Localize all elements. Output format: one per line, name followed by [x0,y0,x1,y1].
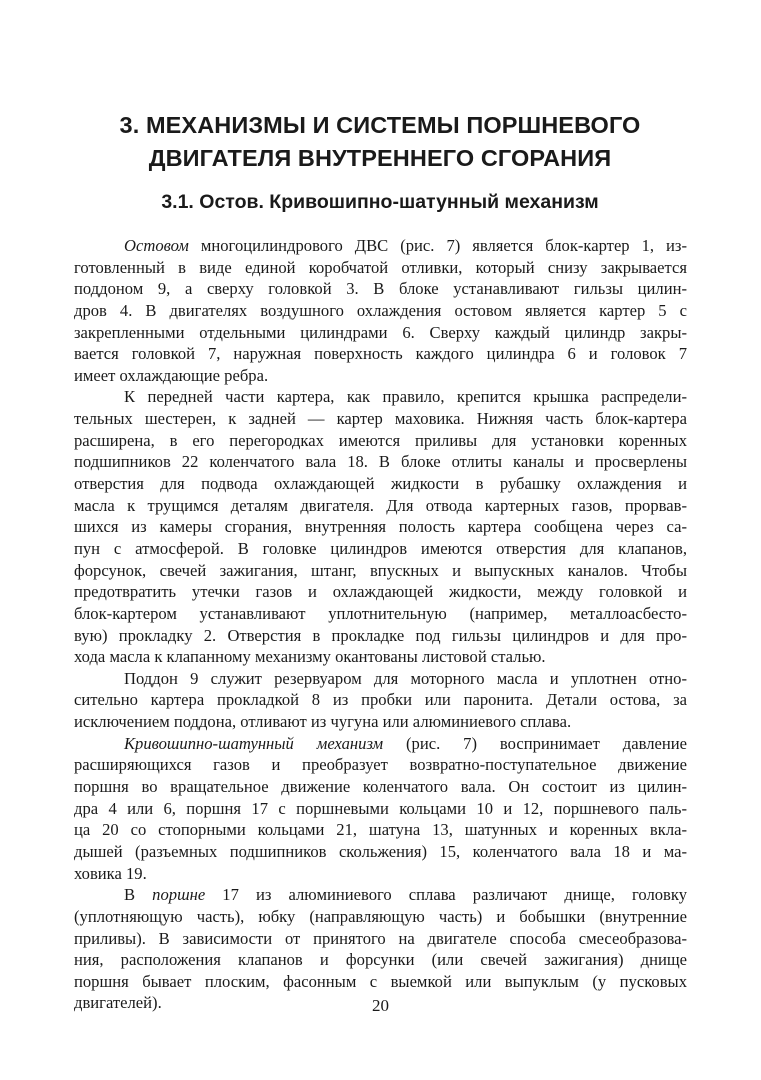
line-text: поршня бывает плоским, фасонным с выемкой или выпуклым (у пусковых [74,971,687,991]
text-line [74,841,687,863]
emphasized-term: Кривошипно-шатунный механизм [124,733,384,753]
line-text: пун с атмосферой. В головке цилиндров имеются отверстия для клапанов, [74,538,687,558]
line-text: закрепленными отдельными цилиндрами 6. Сверху каждый цилиндр закры- [74,322,687,342]
line-text: ния, расположения клапанов и форсунки (или свечей зажигания) днище [74,950,687,970]
text-line [74,646,687,668]
chapter-title-line-1: 3. МЕХАНИЗМЫ И СИСТЕМЫ ПОРШНЕВОГО [119,112,641,138]
line-text: Поддон 9 служит резервуаром для моторного масла и уплотнен отно- [124,668,687,688]
line-text: ховика 19. [74,863,147,883]
text-line [74,386,687,408]
line-text: предотвратить утечки газов и охлаждающей жидкости, между головкой и [74,582,687,602]
text-line [74,408,687,430]
text-line [74,516,687,538]
line-text: вую) прокладку 2. Отверстия в прокладке под гильзы цилиндров и для про- [74,625,687,645]
line-text: блок-картером устанавливают уплотнительную (например, металлоасбесто- [74,603,687,623]
line-text: (рис. 7) воспринимает давление [383,733,687,753]
line-text: шихся из камеры сгорания, внутренняя полость картера сообщена через са- [74,517,687,537]
text-line [74,538,687,560]
text-line [74,430,687,452]
text-line [74,451,687,473]
text-line [74,906,687,928]
text-line [74,322,687,344]
emphasized-term: поршне [152,885,206,905]
text-line [74,776,687,798]
text-line [74,971,687,993]
paragraph [74,668,687,733]
text-line [74,928,687,950]
line-text: поршня во вращательное движение коленчатого вала. Он состоит из цилин- [74,777,687,797]
line-text: (уплотняющую часть), юбку (направляющую часть) и бобышки (внутренние [74,906,687,926]
text-line [74,560,687,582]
text-line [74,754,687,776]
line-text: исключением поддона, отливают из чугуна или алюминиевого сплава. [74,712,572,732]
line-text: тельных шестерен, к задней — картер маховика. Нижняя часть блок-картера [74,409,687,429]
line-text: ца 20 со стопорными кольцами 21, шатуна 13, шатунных и коренных вкла- [74,820,687,840]
body-text [74,235,687,1014]
line-text: расширяющихся газов и преобразует возвратно-поступательное движение [74,755,687,775]
line-text: 17 из алюминиевого сплава различают днище, головку [205,885,687,905]
line-text: отверстия для подвода охлаждающей жидкости в рубашку охлаждения и [74,474,687,494]
chapter-title-line-2: ДВИГАТЕЛЯ ВНУТРЕННЕГО СГОРАНИЯ [148,145,612,171]
text-line [74,949,687,971]
text-line [74,798,687,820]
line-text: форсунок, свечей зажигания, штанг, впускных и выпускных каналов. Чтобы [74,560,687,580]
paragraph [74,386,687,667]
text-line [74,300,687,322]
line-text: сительно картера прокладкой 8 из пробки или паронита. Детали остова, за [74,690,687,710]
text-line [74,819,687,841]
line-text: масла к трущимся деталям двигателя. Для отвода картерных газов, прорвав- [74,495,687,515]
line-text: дышей (разъемных подшипников скольжения) 15, коленчатого вала 18 и ма- [74,841,687,861]
line-text: имеет охлаждающие ребра. [74,365,269,385]
text-line [74,581,687,603]
line-prefix: В [124,885,153,905]
page-number: 20 [372,996,389,1015]
line-text: расширена, в его перегородках имеются приливы для установки коренных [74,430,687,450]
text-line [74,473,687,495]
paragraph [74,884,687,1014]
text-line [74,711,687,733]
line-text: двигателей). [74,993,162,1013]
text-line [74,863,687,885]
line-text: поддоном 9, а сверху головкой 3. В блоке устанавливают гильзы цилин- [74,279,687,299]
text-line [74,603,687,625]
text-line [74,625,687,647]
text-line [74,278,687,300]
line-text: хода масла к клапанному механизму окантованы листовой сталью. [74,647,546,667]
line-text: готовленный в виде единой коробчатой отливки, который снизу закрывается [74,257,687,277]
text-line [74,257,687,279]
text-line [74,365,687,387]
text-line [74,343,687,365]
line-text: К передней части картера, как правило, крепится крышка распредели- [124,387,687,407]
text-line [74,668,687,690]
section-title: 3.1. Остов. Кривошипно-шатунный механизм [161,191,599,213]
line-text: подшипников 22 коленчатого вала 18. В блоке отлиты каналы и просверлены [74,452,687,472]
paragraph [74,733,687,884]
text-line [74,495,687,517]
paragraph [74,235,687,386]
text-line [74,689,687,711]
line-text: дра 4 или 6, поршня 17 с поршневыми кольцами 10 и 12, поршневого паль- [74,798,687,818]
text-line [74,235,687,257]
chapter-title [70,109,690,175]
line-text: вается головкой 7, наружная поверхность каждого цилиндра 6 и головок 7 [74,344,687,364]
line-text: приливы). В зависимости от принятого на двигателе способа смесеобразова- [74,928,687,948]
emphasized-term: Остовом [124,236,189,255]
text-line [74,884,687,906]
line-text: дров 4. В двигателях воздушного охлаждения остовом является картер 5 с [74,300,687,320]
line-text: многоцилиндрового ДВС (рис. 7) является блок-картер 1, из- [188,236,687,255]
text-line [74,733,687,755]
